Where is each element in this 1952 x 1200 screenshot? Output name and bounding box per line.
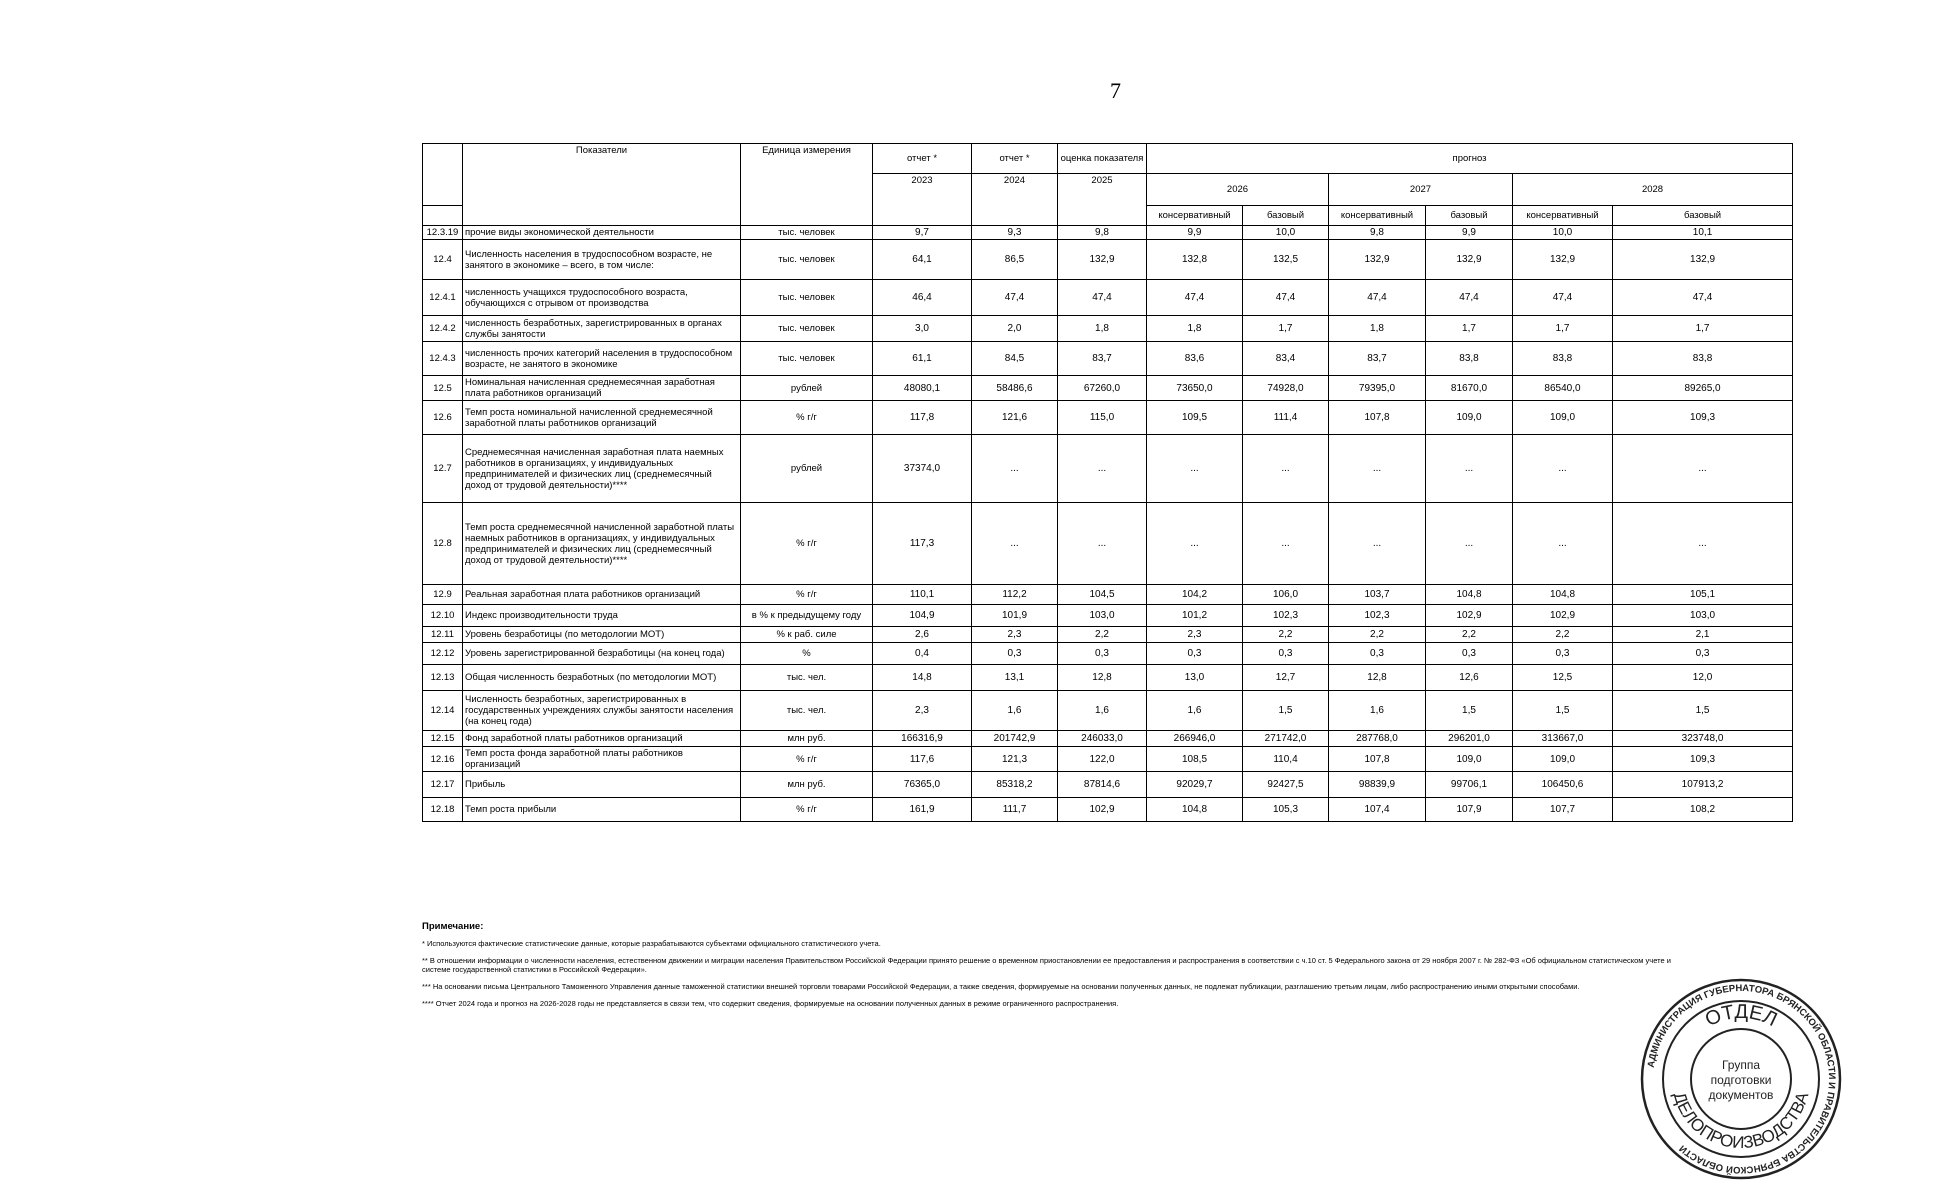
row-value: ... [1426,435,1513,503]
row-value: 1,5 [1426,691,1513,731]
row-value: 58486,6 [972,376,1058,401]
row-value: 9,8 [1329,226,1426,240]
row-number: 12.12 [423,643,463,665]
header-year-2024: 2024 [972,174,1058,226]
row-value: 47,4 [1426,280,1513,316]
row-value: 47,4 [1147,280,1243,316]
indicators-table [422,143,1793,822]
row-number: 12.18 [423,798,463,822]
row-value: 12,5 [1513,665,1613,691]
row-value: 117,8 [873,401,972,435]
row-value: 0,3 [1613,643,1793,665]
row-value: ... [1147,435,1243,503]
row-value: 12,7 [1243,665,1329,691]
header-empty-num-2 [423,206,463,226]
row-value: ... [1243,435,1329,503]
row-value: 111,7 [972,798,1058,822]
row-value: 48080,1 [873,376,972,401]
row-value: 1,7 [1513,316,1613,342]
row-indicator-name: Номинальная начисленная среднемесячная заработная плата работников организаций [463,376,741,401]
table-row [423,665,1793,691]
row-value: 110,1 [873,585,972,605]
stamp-outer-text: АДМИНИСТРАЦИЯ ГУБЕРНАТОРА БРЯНСКОЙ ОБЛАСТИ И ПРАВИТЕЛЬСТВА БРЯНСКОЙ ОБЛАСТИ [1645,982,1838,1176]
row-value: 103,0 [1613,605,1793,627]
row-value: 107,8 [1329,401,1426,435]
row-value: 2,3 [972,627,1058,643]
row-value: 83,4 [1243,342,1329,376]
row-value: 47,4 [1513,280,1613,316]
row-value: 83,8 [1426,342,1513,376]
row-indicator-name: Численность населения в трудоспособном возрасте, не занятого в экономике – всего, в том числе: [463,240,741,280]
row-value: 109,3 [1613,401,1793,435]
row-value: ... [972,503,1058,585]
table-row [423,342,1793,376]
row-value: 102,3 [1329,605,1426,627]
row-indicator-name: Уровень безработицы (по методологии МОТ) [463,627,741,643]
row-value: 12,8 [1058,665,1147,691]
row-value: 81670,0 [1426,376,1513,401]
stamp-center-line-2: подготовки [1710,1073,1772,1087]
row-value: 12,0 [1613,665,1793,691]
row-value: 13,0 [1147,665,1243,691]
row-unit: % г/г [741,401,873,435]
row-number: 12.4.1 [423,280,463,316]
row-number: 12.4 [423,240,463,280]
header-indicators: Показатели [463,144,741,226]
row-unit: млн руб. [741,772,873,798]
row-value: 47,4 [1058,280,1147,316]
row-number: 12.9 [423,585,463,605]
row-number: 12.11 [423,627,463,643]
row-value: 0,3 [1243,643,1329,665]
header-forecast: прогноз [1147,144,1793,174]
row-value: 0,3 [1329,643,1426,665]
row-value: 9,9 [1426,226,1513,240]
header-year-2023: 2023 [873,174,972,226]
header-cons-2028: консервативный [1513,206,1613,226]
table-row [423,240,1793,280]
row-value: 115,0 [1058,401,1147,435]
row-value: 47,4 [1613,280,1793,316]
row-value: 92427,5 [1243,772,1329,798]
row-number: 12.14 [423,691,463,731]
row-value: 83,8 [1513,342,1613,376]
row-value: 109,0 [1426,401,1513,435]
row-value: ... [972,435,1058,503]
row-value: 12,6 [1426,665,1513,691]
row-indicator-name: Прибыль [463,772,741,798]
row-indicator-name: Темп роста номинальной начисленной среднемесячной заработной платы работников организаций [463,401,741,435]
row-value: ... [1147,503,1243,585]
row-value: 1,7 [1426,316,1513,342]
table-row [423,691,1793,731]
header-estimate: оценка показателя [1058,144,1147,174]
table-row [423,798,1793,822]
row-value: 2,2 [1058,627,1147,643]
row-value: 121,3 [972,747,1058,772]
table-row [423,376,1793,401]
table-row [423,772,1793,798]
row-value: 92029,7 [1147,772,1243,798]
row-value: 2,6 [873,627,972,643]
row-indicator-name: Индекс производительности труда [463,605,741,627]
row-value: 0,3 [972,643,1058,665]
row-value: 201742,9 [972,731,1058,747]
row-value: 83,6 [1147,342,1243,376]
stamp-inner-top-text: ОТДЕЛ [1701,1000,1781,1032]
stamp-inner-bottom-text: ДЕЛОПРОИЗВОДСТВА [1669,1089,1813,1153]
row-value: 117,3 [873,503,972,585]
row-value: 110,4 [1243,747,1329,772]
row-indicator-name: Численность безработных, зарегистрированных в государственных учреждениях службы занятости населения (на конец года) [463,691,741,731]
office-stamp [1640,978,1842,1180]
row-value: ... [1513,503,1613,585]
row-value: 0,3 [1058,643,1147,665]
row-value: 103,0 [1058,605,1147,627]
row-value: 83,7 [1058,342,1147,376]
row-value: 102,3 [1243,605,1329,627]
row-value: 64,1 [873,240,972,280]
row-value: 111,4 [1243,401,1329,435]
row-value: 107,7 [1513,798,1613,822]
row-value: 2,3 [873,691,972,731]
row-value: 2,2 [1513,627,1613,643]
row-value: 101,9 [972,605,1058,627]
row-value: 1,5 [1613,691,1793,731]
row-value: 266946,0 [1147,731,1243,747]
row-unit: тыс. человек [741,342,873,376]
table-row [423,280,1793,316]
row-indicator-name: численность безработных, зарегистрированных в органах службы занятости [463,316,741,342]
row-indicator-name: Темп роста прибыли [463,798,741,822]
row-number: 12.6 [423,401,463,435]
row-value: ... [1426,503,1513,585]
row-number: 12.8 [423,503,463,585]
row-value: 37374,0 [873,435,972,503]
row-value: 132,9 [1058,240,1147,280]
row-value: 132,9 [1513,240,1613,280]
row-value: 161,9 [873,798,972,822]
row-value: 109,3 [1613,747,1793,772]
row-value: 1,6 [1058,691,1147,731]
row-unit: тыс. человек [741,316,873,342]
row-value: 98839,9 [1329,772,1426,798]
row-value: 2,3 [1147,627,1243,643]
row-unit: % г/г [741,503,873,585]
row-value: 108,2 [1613,798,1793,822]
row-value: 107913,2 [1613,772,1793,798]
row-value: 104,5 [1058,585,1147,605]
row-number: 12.10 [423,605,463,627]
row-value: 1,7 [1613,316,1793,342]
row-indicator-name: Среднемесячная начисленная заработная плата наемных работников в организациях, у индивидуальных предпринимателей и физических лиц (среднемесячный доход от трудовой деятельности)**** [463,435,741,503]
header-empty-num [423,144,463,206]
row-value: 1,7 [1243,316,1329,342]
row-number: 12.16 [423,747,463,772]
row-indicator-name: Фонд заработной платы работников организаций [463,731,741,747]
row-value: 112,2 [972,585,1058,605]
header-base-2027: базовый [1426,206,1513,226]
row-value: 121,6 [972,401,1058,435]
row-unit: рублей [741,435,873,503]
row-indicator-name: Общая численность безработных (по методологии МОТ) [463,665,741,691]
row-value: 106,0 [1243,585,1329,605]
row-value: 101,2 [1147,605,1243,627]
row-value: 1,6 [972,691,1058,731]
row-indicator-name: Темп роста фонда заработной платы работников организаций [463,747,741,772]
row-value: 79395,0 [1329,376,1426,401]
row-value: ... [1243,503,1329,585]
row-value: ... [1329,503,1426,585]
table-row [423,226,1793,240]
row-unit: млн руб. [741,731,873,747]
note-item-4: **** Отчет 2024 года и прогноз на 2026-2028 годы не представляется в связи тем, что содержит сведения, формируемые на основании полученных данных в режиме ограниченного распространения. [422,999,1119,1008]
row-value: 166316,9 [873,731,972,747]
row-number: 12.4.2 [423,316,463,342]
table-row [423,435,1793,503]
note-item-1: * Используются фактические статистические данные, которые разрабатываются субъектами официального статистического учета. [422,939,881,948]
row-value: 73650,0 [1147,376,1243,401]
header-cons-2026: консервативный [1147,206,1243,226]
row-value: 9,8 [1058,226,1147,240]
row-value: 74928,0 [1243,376,1329,401]
row-value: 2,1 [1613,627,1793,643]
row-value: 117,6 [873,747,972,772]
stamp-center-line-1: Группа [1721,1058,1761,1072]
row-number: 12.17 [423,772,463,798]
row-number: 12.7 [423,435,463,503]
row-value: 109,5 [1147,401,1243,435]
row-value: 0,3 [1147,643,1243,665]
row-value: 3,0 [873,316,972,342]
row-value: 85318,2 [972,772,1058,798]
header-unit: Единица измерения [741,144,873,226]
header-year-2025: 2025 [1058,174,1147,226]
row-value: ... [1058,435,1147,503]
header-report-2: отчет * [972,144,1058,174]
header-cons-2027: консервативный [1329,206,1426,226]
row-indicator-name: прочие виды экономической деятельности [463,226,741,240]
header-report-1: отчет * [873,144,972,174]
row-value: 47,4 [972,280,1058,316]
row-value: 89265,0 [1613,376,1793,401]
row-value: 122,0 [1058,747,1147,772]
row-unit: тыс. человек [741,240,873,280]
row-unit: тыс. человек [741,226,873,240]
row-value: 10,0 [1513,226,1613,240]
header-year-2028: 2028 [1513,174,1793,206]
row-value: 9,9 [1147,226,1243,240]
row-value: 9,7 [873,226,972,240]
table-row [423,503,1793,585]
row-value: 109,0 [1426,747,1513,772]
row-indicator-name: Темп роста среднемесячной начисленной заработной платы наемных работников в организациях, у индивидуальных предпринимателей и физических лиц (среднемесячный доход от трудовой деятельности)**** [463,503,741,585]
row-number: 12.5 [423,376,463,401]
row-value: 102,9 [1058,798,1147,822]
row-value: 84,5 [972,342,1058,376]
row-unit: тыс. человек [741,280,873,316]
row-value: 0,4 [873,643,972,665]
row-value: 1,5 [1243,691,1329,731]
row-number: 12.13 [423,665,463,691]
table-row [423,316,1793,342]
row-value: 108,5 [1147,747,1243,772]
row-value: 10,0 [1243,226,1329,240]
row-value: 287768,0 [1329,731,1426,747]
table-header [423,144,1793,226]
row-indicator-name: численность прочих категорий населения в трудоспособном возрасте, не занятого в экономике [463,342,741,376]
row-unit: % [741,643,873,665]
row-value: 87814,6 [1058,772,1147,798]
row-value: 1,5 [1513,691,1613,731]
row-value: 105,1 [1613,585,1793,605]
page-number: 7 [1110,78,1121,103]
row-value: 104,8 [1147,798,1243,822]
row-value: 313667,0 [1513,731,1613,747]
row-value: 83,8 [1613,342,1793,376]
row-value: 271742,0 [1243,731,1329,747]
row-value: 10,1 [1613,226,1793,240]
row-value: 104,8 [1513,585,1613,605]
row-value: 2,2 [1426,627,1513,643]
row-number: 12.4.3 [423,342,463,376]
row-unit: % г/г [741,798,873,822]
header-year-2026: 2026 [1147,174,1329,206]
row-value: 1,8 [1147,316,1243,342]
table-row [423,605,1793,627]
row-value: ... [1329,435,1426,503]
stamp-center-line-3: документов [1708,1088,1774,1102]
row-value: 14,8 [873,665,972,691]
row-value: 107,9 [1426,798,1513,822]
row-number: 12.15 [423,731,463,747]
row-value: 1,6 [1147,691,1243,731]
table-row [423,747,1793,772]
row-value: 9,3 [972,226,1058,240]
row-value: 109,0 [1513,747,1613,772]
row-value: 83,7 [1329,342,1426,376]
row-value: 86,5 [972,240,1058,280]
row-value: 1,6 [1329,691,1426,731]
header-base-2028: базовый [1613,206,1793,226]
row-value: 105,3 [1243,798,1329,822]
row-indicator-name: Реальная заработная плата работников организаций [463,585,741,605]
row-unit: % г/г [741,585,873,605]
row-value: 106450,6 [1513,772,1613,798]
row-value: 107,8 [1329,747,1426,772]
row-value: 67260,0 [1058,376,1147,401]
row-value: 2,0 [972,316,1058,342]
row-value: 46,4 [873,280,972,316]
row-value: 132,8 [1147,240,1243,280]
row-value: 13,1 [972,665,1058,691]
row-value: 132,9 [1613,240,1793,280]
row-value: 47,4 [1329,280,1426,316]
header-base-2026: базовый [1243,206,1329,226]
table-row [423,627,1793,643]
row-value: 104,2 [1147,585,1243,605]
row-value: 86540,0 [1513,376,1613,401]
table-row [423,401,1793,435]
row-value: 132,5 [1243,240,1329,280]
row-value: 47,4 [1243,280,1329,316]
table-row [423,731,1793,747]
row-unit: рублей [741,376,873,401]
row-value: 2,2 [1329,627,1426,643]
table-row [423,585,1793,605]
note-item-3: *** На основании письма Центрального Таможенного Управления данные таможенной статистики внешней торговли товарами Российской Федерации, а также сведения, формируемые на основании полученных данных, не подлежат публикации, разглашению третьим лицам, либо распространению иными открытыми способами. [422,982,1580,991]
row-value: 1,8 [1058,316,1147,342]
row-value: ... [1613,435,1793,503]
row-unit: % к раб. силе [741,627,873,643]
row-value: 99706,1 [1426,772,1513,798]
row-value: ... [1613,503,1793,585]
row-unit: % г/г [741,747,873,772]
header-year-2027: 2027 [1329,174,1513,206]
row-unit: в % к предыдущему году [741,605,873,627]
row-value: 109,0 [1513,401,1613,435]
row-value: 76365,0 [873,772,972,798]
row-indicator-name: Уровень зарегистрированной безработицы (на конец года) [463,643,741,665]
table-body [423,226,1793,822]
row-value: 104,8 [1426,585,1513,605]
table-row [423,643,1793,665]
row-value: 103,7 [1329,585,1426,605]
row-unit: тыс. чел. [741,665,873,691]
notes-title: Примечание: [422,921,484,932]
row-number: 12.3.19 [423,226,463,240]
row-value: 132,9 [1329,240,1426,280]
row-indicator-name: численность учащихся трудоспособного возраста, обучающихся с отрывом от производства [463,280,741,316]
row-value: ... [1513,435,1613,503]
row-value: 1,8 [1329,316,1426,342]
row-value: 2,2 [1243,627,1329,643]
row-value: 61,1 [873,342,972,376]
row-value: 107,4 [1329,798,1426,822]
notes-section [422,922,1692,1016]
row-unit: тыс. чел. [741,691,873,731]
row-value: 104,9 [873,605,972,627]
row-value: 102,9 [1513,605,1613,627]
row-value: 246033,0 [1058,731,1147,747]
row-value: 0,3 [1426,643,1513,665]
row-value: 0,3 [1513,643,1613,665]
row-value: 296201,0 [1426,731,1513,747]
row-value: 132,9 [1426,240,1513,280]
note-item-2: ** В отношении информации о численности населения, естественном движении и миграции населения Правительством Российской Федерации принято решение о временном приостановлении ее предоставления и распространения в соответствии с ч.10 ст. 5 Федерального закона от 29 ноября 2007 г. № 282-ФЗ «Об официальном статистическом учете и системе государственной статистики в Российской Федерации». [422,956,1671,974]
row-value: ... [1058,503,1147,585]
row-value: 102,9 [1426,605,1513,627]
row-value: 12,8 [1329,665,1426,691]
row-value: 323748,0 [1613,731,1793,747]
